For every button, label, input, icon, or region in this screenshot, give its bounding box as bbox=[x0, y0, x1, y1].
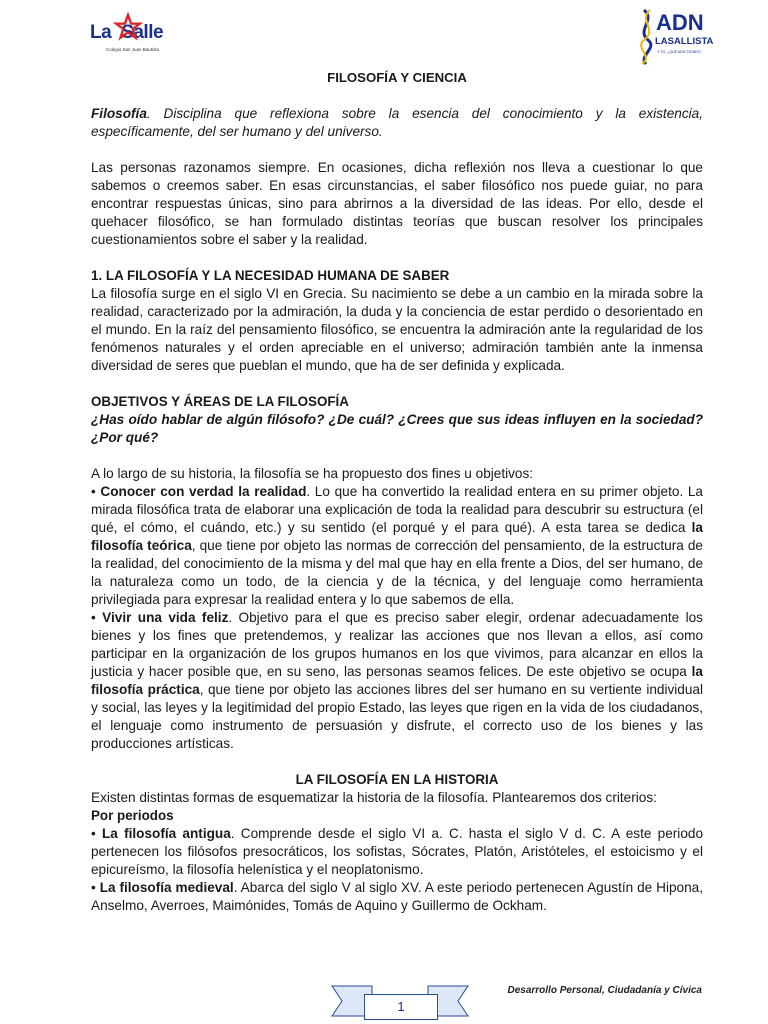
section3-lead: Existen distintas formas de esquematizar la historia de la filosofía. Plantearemos dos criterios: bbox=[91, 790, 657, 805]
period-1-title: La filosofía antigua bbox=[102, 826, 231, 841]
period-2-text: . Abarca del siglo V al siglo XV. A este periodo pertenecen Agustín de Hipona, Anselmo, Averroes, Maimónides, Tomás de Aquino y Guillermo de Ockham. bbox=[91, 880, 704, 913]
objective-1-text-cont: , que tiene por objeto las normas de corrección del pensamiento, de la estructura de la realidad, del conocimiento de la misma y del mal que hay en ella frente a Dios, del ser humano, de la naturaleza como un todo, de la ciencia y de la técnica, y del lenguaje como herramienta privilegiada para expresar la realidad entera y lo que sabemos de ella. bbox=[91, 538, 703, 607]
objective-1-title: Conocer con verdad la realidad bbox=[100, 484, 307, 499]
definition-term: Filosofía bbox=[91, 106, 147, 121]
objective-bullet-2: • Vivir una vida feliz. Objetivo para el que es preciso saber elegir, ordenar adecuadamente los bienes y los fines que pretendemos, y realizar las acciones que nos llevan a ellos, así como participar en la organización de los grupos humanos en los que vivimos, para alcanzar en ellos la justicia y hacer posible que, en su seno, las personas seamos felices. De este objetivo se ocupa la filosofía práctica, que tiene por objeto las acciones libres del ser humano en su vertiente individual y social, las leyes y la legitimidad del propio Estado, las leyes que rigen en la vida de los ciudadanos, el lenguaje como instrumento de persuasión y disfrute, el correcto uso de los bienes y las producciones artísticas. bbox=[91, 610, 703, 751]
objective-2-title: Vivir una vida feliz bbox=[102, 610, 229, 625]
adn-tagline: Y TÚ, ¿QUÉ ADN TIENES? bbox=[657, 50, 702, 54]
filosofia-practica: la filosofía práctica bbox=[91, 664, 703, 697]
footer-course: Desarrollo Personal, Ciudadanía y Cívica bbox=[507, 985, 702, 996]
page-title: FILOSOFÍA Y CIENCIA bbox=[327, 70, 467, 85]
adn-lasallista-logo bbox=[636, 6, 714, 66]
section1-paragraph: La filosofía surge en el siglo VI en Grecia. Su nacimiento se debe a un cambio en la mirada sobre la realidad, caracterizado por la admiración, la duda y la conciencia de estar perdido o desorientado en el mundo. En la raíz del pensamiento filosófico, se encuentra la admiración ante la regularidad de los fenómenos naturales y el orden apreciable en el universo; admiración también ante la inmensa diversidad de seres que pueblan el mundo, que ha de ser definida y explicada. bbox=[91, 286, 703, 373]
period-bullet-2: • La filosofía medieval. Abarca del siglo V al siglo XV. A este periodo pertenecen Agustín de Hipona, Anselmo, Averroes, Maimónides, Tomás de Aquino y Guillermo de Ockham. bbox=[91, 880, 704, 913]
logo-salle: Salle bbox=[121, 22, 164, 43]
lasalle-logo bbox=[90, 16, 170, 56]
period-2-title: La filosofía medieval bbox=[99, 880, 234, 895]
period-1-text: . Comprende desde el siglo VI a. C. hasta el siglo V d. C. A este periodo pertenecen los filósofos presocráticos, los sofistas, Sócrates, Platón, Aristóteles, el estoicismo y el epicureísmo, la filosofía helenística y el neoplatonismo. bbox=[91, 826, 703, 877]
lasallista-text: LASALLISTA bbox=[655, 36, 714, 47]
dna-icon bbox=[636, 6, 714, 66]
section1-heading: 1. LA FILOSOFÍA Y LA NECESIDAD HUMANA DE SABER bbox=[91, 268, 450, 283]
filosofia-teorica: la filosofía teórica bbox=[91, 520, 703, 553]
objective-bullet-1: • Conocer con verdad la realidad. Lo que ha convertido la realidad entera en su primer objeto. La mirada filosófica trata de elaborar una explicación de toda la realidad para descubrir su estructura (el qué, el cómo, el cuándo, etc.) y su sentido (el porqué y el para qué). A esta tarea se dedica la filosofía teórica, que tiene por objeto las normas de corrección del pensamiento, de la estructura de la realidad, del conocimiento de la misma y del mal que hay en ella frente a Dios, del ser humano, de la naturaleza como un todo, de la ciencia y de la técnica, y del lenguaje como herramienta privilegiada para expresar la realidad entera y lo que sabemos de ella. bbox=[91, 484, 703, 607]
section2-question: ¿Has oído hablar de algún filósofo? ¿De cuál? ¿Crees que sus ideas influyen en la sociedad? ¿Por qué? bbox=[91, 412, 703, 445]
document-body bbox=[91, 66, 703, 915]
intro-paragraph: Las personas razonamos siempre. En ocasiones, dicha reflexión nos lleva a cuestionar lo que sabemos o creemos saber. En esas circunstancias, el saber filosófico nos puede guiar, no para encontrar respuestas únicas, sino para abrirnos a la diversidad de las ideas. Por ello, desde el quehacer filosófico, se han formulado distintas teorías que buscan resolver los principales cuestionamientos sobre el saber y la realidad. bbox=[91, 160, 703, 247]
section3-subheading: Por periodos bbox=[91, 808, 174, 823]
objective-2-text-cont: , que tiene por objeto las acciones libres del ser humano en su vertiente individual y social, las leyes y la legitimidad del propio Estado, las leyes que rigen en la vida de los ciudadanos, el lenguaje como instrumento de persuasión y disfrute, el correcto uso de los bienes y las producciones artísticas. bbox=[91, 682, 703, 751]
lasalle-logo-subtitle: Colegio San Juan Bautista bbox=[106, 47, 160, 52]
star-icon bbox=[115, 14, 141, 40]
section3-heading: LA FILOSOFÍA EN LA HISTORIA bbox=[295, 772, 499, 787]
section2-heading: OBJETIVOS Y ÁREAS DE LA FILOSOFÍA bbox=[91, 394, 349, 409]
objective-2-text: . Objetivo para el que es preciso saber elegir, ordenar adecuadamente los bienes y los fines que pretendemos, y realizar las acciones que nos llevan a ellos, así como participar en la organización de los grupos humanos en los que vivimos, para alcanzar en ellos la justicia y hacer posible que, en su seno, las personas seamos felices. De este objetivo se ocupa bbox=[91, 610, 703, 679]
definition-text: . Disciplina que reflexiona sobre la esencia del conocimiento y la existencia, específicamente, del ser humano y del universo. bbox=[91, 106, 703, 139]
section2-lead: A lo largo de su historia, la filosofía se ha propuesto dos fines u objetivos: bbox=[91, 466, 534, 481]
adn-text: ADN bbox=[656, 10, 704, 35]
logo-la: La bbox=[90, 22, 112, 43]
objective-1-text: . Lo que ha convertido la realidad entera en su primer objeto. La mirada filosófica trata de elaborar una explicación de toda la realidad para descubrir su estructura (el qué, el cómo, el cuándo, etc.) y su sentido (el porqué y el para qué). A esta tarea se dedica bbox=[91, 484, 703, 535]
page-number: 1 bbox=[364, 994, 438, 1020]
period-bullet-1: • La filosofía antigua. Comprende desde el siglo VI a. C. hasta el siglo V d. C. A este periodo pertenecen los filósofos presocráticos, los sofistas, Sócrates, Platón, Aristóteles, el estoicismo y el epicureísmo, la filosofía helenística y el neoplatonismo. bbox=[91, 826, 703, 877]
definition-paragraph bbox=[91, 105, 703, 141]
